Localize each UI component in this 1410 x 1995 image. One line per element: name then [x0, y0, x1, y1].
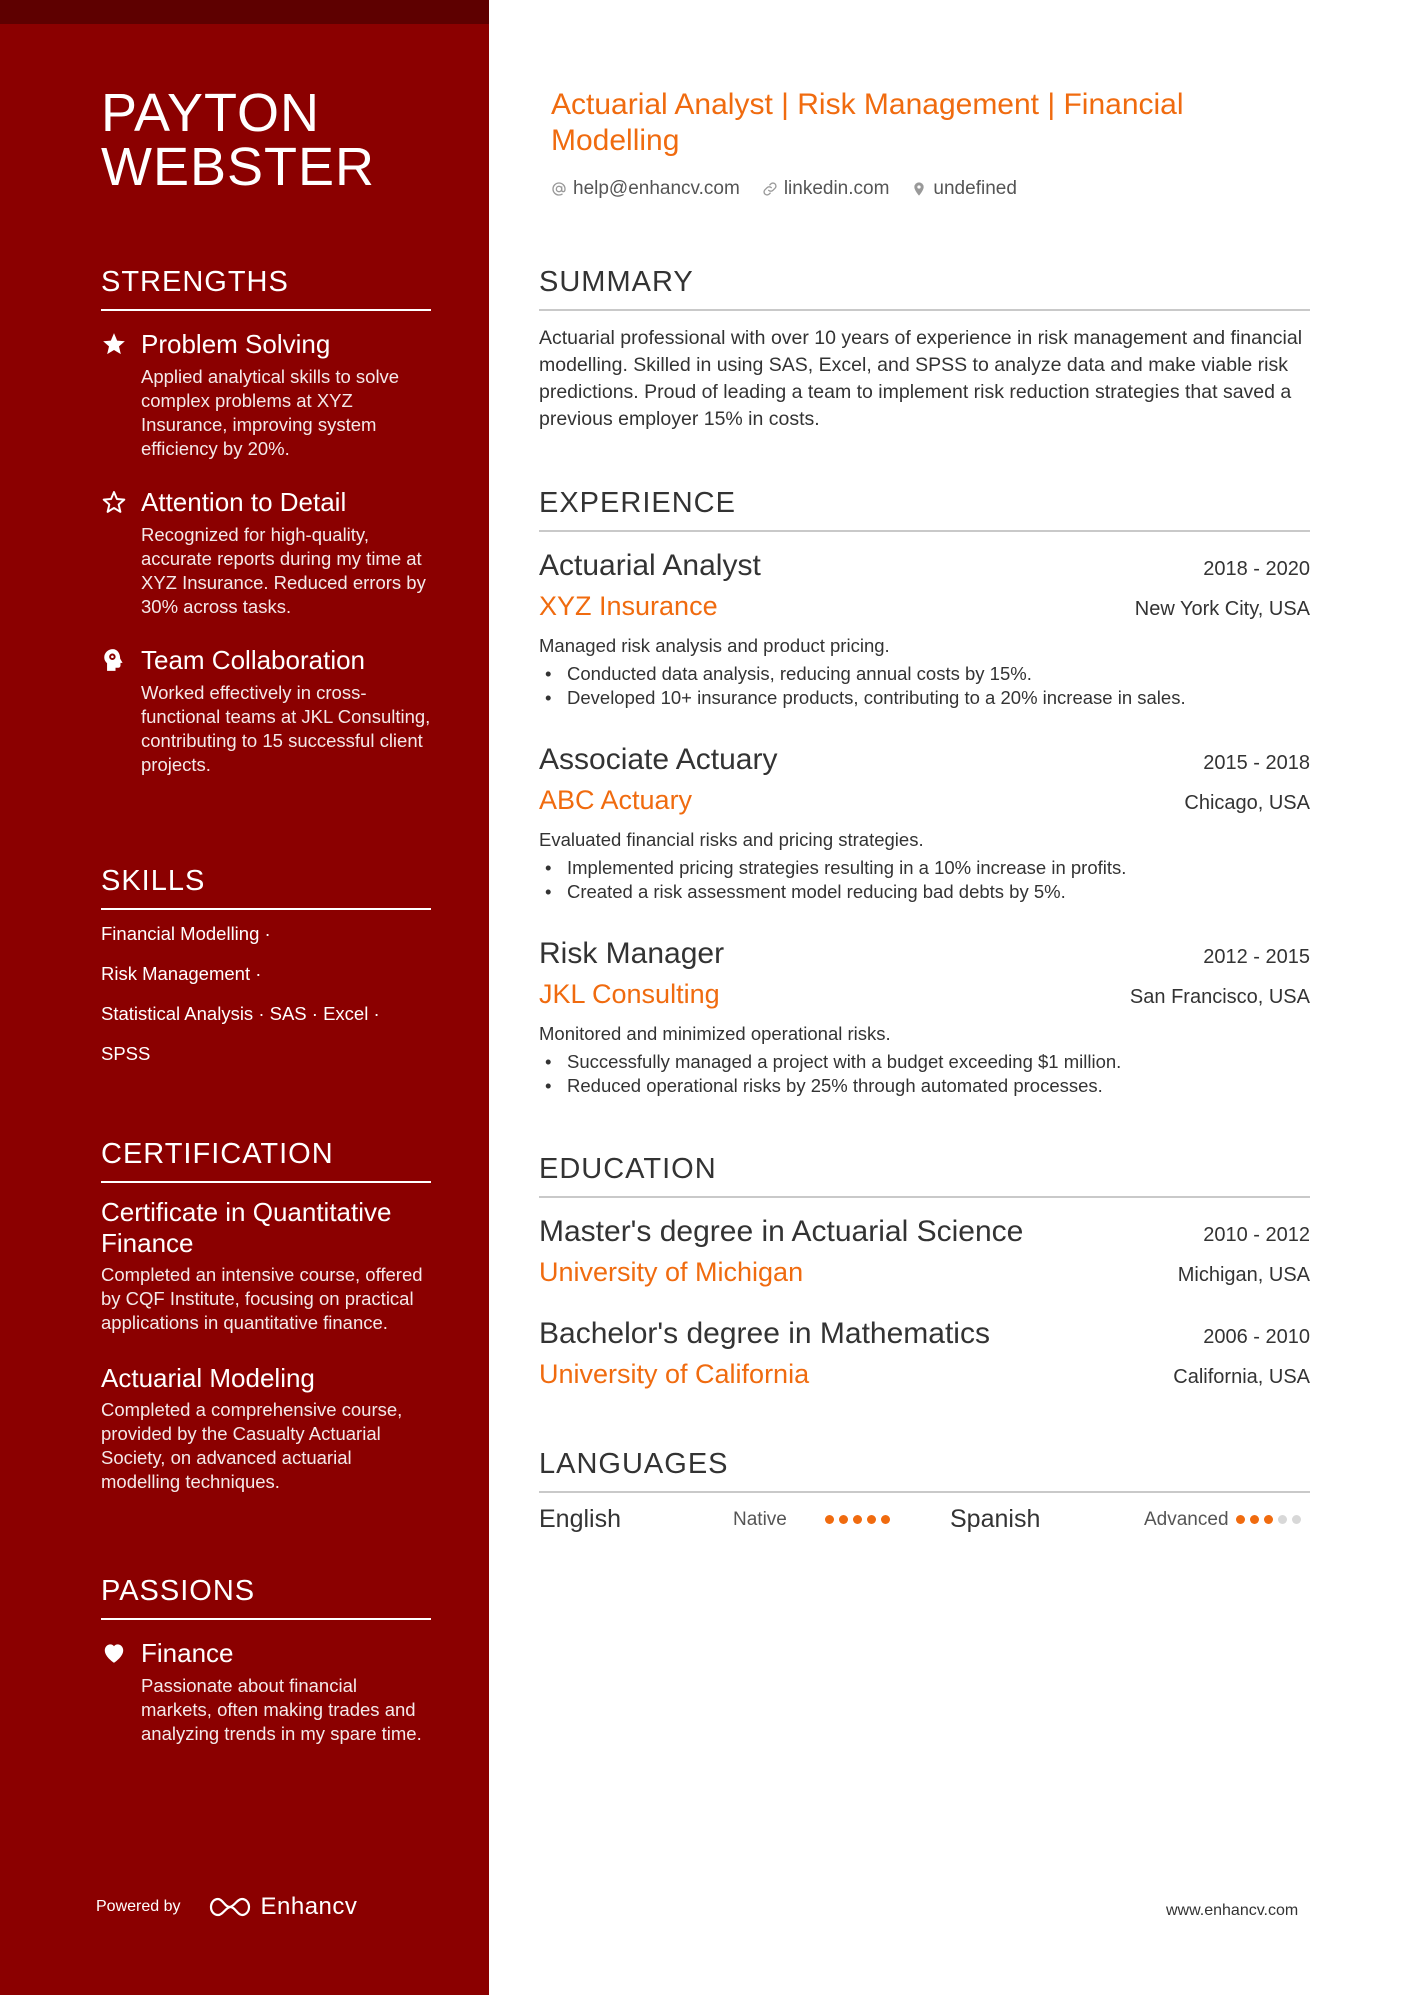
summary-text: Actuarial professional with over 10 years of experience in risk management and financial modelling. Skilled in using SAS, Excel, and SPSS to analyze data and make viable risk predictions. Proud of leading a team to implement risk reduction strategies that saved a previous employer 15% in costs.: [539, 327, 1303, 430]
contact-list: [551, 178, 1039, 200]
job-description: Evaluated financial risks and pricing strategies.: [539, 829, 924, 850]
job-title: Associate Actuary: [539, 743, 778, 776]
contact-linkedin[interactable]: [762, 178, 890, 200]
strength-item: [101, 643, 431, 777]
education-dates: 2006 - 2010: [1203, 1326, 1310, 1348]
at-icon: [551, 181, 567, 197]
job-bullet: • Created a risk assessment model reducing bad debts by 5%.: [539, 880, 1310, 904]
rating-dot-filled: [867, 1515, 876, 1524]
summary-section: [539, 266, 1310, 433]
skill-line: Risk Management ·: [101, 963, 262, 984]
skill-line: Statistical Analysis · SAS · Excel ·: [101, 1003, 380, 1024]
strength-desc: Recognized for high-quality, accurate reports during my time at XYZ Insurance. Reduced errors by 30% across tasks.: [141, 524, 426, 617]
job-dates: 2018 - 2020: [1203, 558, 1310, 580]
company-name: JKL Consulting: [539, 979, 720, 1009]
passions-section: [101, 1575, 431, 1746]
job-title: Actuarial Analyst: [539, 549, 761, 582]
rating-dot-empty: [1292, 1515, 1301, 1524]
education-heading: EDUCATION: [539, 1153, 1310, 1198]
language-name: English: [539, 1505, 621, 1533]
strengths-section: [101, 266, 431, 777]
contact-email-text: help@enhancv.com: [573, 178, 740, 199]
job-bullet: • Reduced operational risks by 25% through automated processes.: [539, 1074, 1310, 1098]
education-section: [539, 1153, 1310, 1394]
contact-email[interactable]: [551, 178, 740, 200]
certification-desc: Completed a comprehensive course, provided by the Casualty Actuarial Society, on advanced actuarial modelling techniques.: [101, 1399, 403, 1492]
language-name: Spanish: [950, 1505, 1041, 1533]
strength-title: Team Collaboration: [141, 645, 366, 675]
job-location: San Francisco, USA: [1129, 986, 1310, 1008]
skills-list: [101, 922, 431, 1066]
sidebar-top-strip: [0, 0, 489, 24]
strength-item: [101, 327, 431, 461]
rating-dot-filled: [881, 1515, 890, 1524]
strength-desc: Applied analytical skills to solve complex problems at XYZ Insurance, improving system efficiency by 20%.: [141, 366, 400, 459]
job-title: Risk Manager: [539, 937, 725, 970]
sidebar: [0, 0, 489, 1995]
experience-entry: [539, 740, 1310, 904]
language-level: Advanced: [1144, 1508, 1229, 1530]
skills-section: [101, 865, 431, 1082]
job-description: Monitored and minimized operational risks.: [539, 1023, 891, 1044]
job-bullets: [539, 1050, 1310, 1098]
star-filled-icon: [101, 331, 127, 357]
job-location: New York City, USA: [1134, 598, 1310, 620]
certification-heading: CERTIFICATION: [101, 1138, 431, 1183]
powered-by: [96, 1893, 357, 1921]
strength-item: [101, 485, 431, 619]
link-icon: [762, 181, 778, 197]
education-entry: [539, 1212, 1310, 1292]
education-dates: 2010 - 2012: [1203, 1224, 1310, 1246]
contact-location: [911, 178, 1016, 200]
candidate-name: [101, 83, 461, 197]
website-link[interactable]: www.enhancv.com: [1166, 1902, 1299, 1919]
headline: Actuarial Analyst | Risk Management | Financial Modelling: [551, 88, 1184, 157]
job-bullets: [539, 662, 1310, 710]
job-bullet: • Successfully managed a project with a budget exceeding $1 million.: [539, 1050, 1310, 1074]
experience-entry: [539, 546, 1310, 710]
rating-dot-filled: [1236, 1515, 1245, 1524]
passion-item: [101, 1636, 431, 1746]
passion-desc: Passionate about financial markets, often making trades and analyzing trends in my spare time.: [141, 1675, 422, 1744]
experience-section: [539, 487, 1310, 1098]
job-dates: 2012 - 2015: [1203, 946, 1310, 968]
rating-dot-filled: [1264, 1515, 1273, 1524]
school-name: University of California: [539, 1359, 810, 1389]
strengths-heading: STRENGTHS: [101, 266, 431, 311]
skill-line: SPSS: [101, 1043, 151, 1064]
language-item: [950, 1505, 1310, 1534]
school-name: University of Michigan: [539, 1257, 804, 1287]
language-list: [539, 1505, 1310, 1534]
company-name: XYZ Insurance: [539, 591, 718, 621]
head-brain-icon: [101, 647, 127, 673]
contact-location-text: undefined: [933, 178, 1017, 199]
experience-entry: [539, 934, 1310, 1098]
language-level: Native: [733, 1508, 787, 1530]
rating-dot-filled: [839, 1515, 848, 1524]
languages-section: [539, 1448, 1310, 1534]
job-bullet: • Implemented pricing strategies resulting in a 10% increase in profits.: [539, 856, 1310, 880]
certification-item: [101, 1363, 431, 1494]
skills-heading: SKILLS: [101, 865, 431, 910]
language-rating: [825, 1515, 895, 1524]
rating-dot-filled: [853, 1515, 862, 1524]
summary-heading: SUMMARY: [539, 266, 1310, 311]
certification-title: Actuarial Modeling: [101, 1363, 315, 1393]
contact-linkedin-text: linkedin.com: [783, 178, 890, 199]
enhancv-logo-text: Enhancv: [260, 1893, 358, 1920]
rating-dot-filled: [825, 1515, 834, 1524]
job-description: Managed risk analysis and product pricing.: [539, 635, 890, 656]
name-line-2: WEBSTER: [101, 137, 376, 197]
job-bullet: • Developed 10+ insurance products, contributing to a 20% increase in sales.: [539, 686, 1310, 710]
strength-desc: Worked effectively in cross-functional teams at JKL Consulting, contributing to 15 successful client projects.: [141, 682, 431, 775]
passion-title: Finance: [141, 1638, 234, 1668]
name-line-1: PAYTON: [101, 83, 321, 143]
language-item: [539, 1505, 950, 1534]
job-bullet: • Conducted data analysis, reducing annual costs by 15%.: [539, 662, 1310, 686]
job-bullets: [539, 856, 1310, 904]
rating-dot-filled: [1250, 1515, 1259, 1524]
languages-heading: LANGUAGES: [539, 1448, 1310, 1493]
job-location: Chicago, USA: [1184, 792, 1310, 814]
school-location: Michigan, USA: [1177, 1264, 1310, 1286]
location-pin-icon: [911, 181, 927, 197]
company-name: ABC Actuary: [539, 785, 693, 815]
enhancv-logo-icon: [207, 1894, 253, 1920]
certification-section: [101, 1138, 431, 1494]
job-dates: 2015 - 2018: [1203, 752, 1310, 774]
degree-title: Bachelor's degree in Mathematics: [539, 1317, 990, 1350]
school-location: California, USA: [1173, 1366, 1310, 1388]
certification-desc: Completed an intensive course, offered by CQF Institute, focusing on practical applications in quantitative finance.: [101, 1264, 423, 1333]
language-rating: [1236, 1515, 1306, 1524]
skill-line: Financial Modelling ·: [101, 923, 271, 944]
passions-heading: PASSIONS: [101, 1575, 431, 1620]
certification-title: Certificate in Quantitative Finance: [101, 1197, 392, 1258]
certification-item: [101, 1197, 431, 1335]
rating-dot-empty: [1278, 1515, 1287, 1524]
degree-title: Master's degree in Actuarial Science: [539, 1215, 1024, 1248]
experience-heading: EXPERIENCE: [539, 487, 1310, 532]
education-entry: [539, 1314, 1310, 1394]
powered-by-label: Powered by: [96, 1898, 181, 1915]
strength-title: Problem Solving: [141, 329, 331, 359]
heart-icon: [101, 1640, 127, 1666]
star-outline-icon: [101, 489, 127, 515]
strength-title: Attention to Detail: [141, 487, 347, 517]
